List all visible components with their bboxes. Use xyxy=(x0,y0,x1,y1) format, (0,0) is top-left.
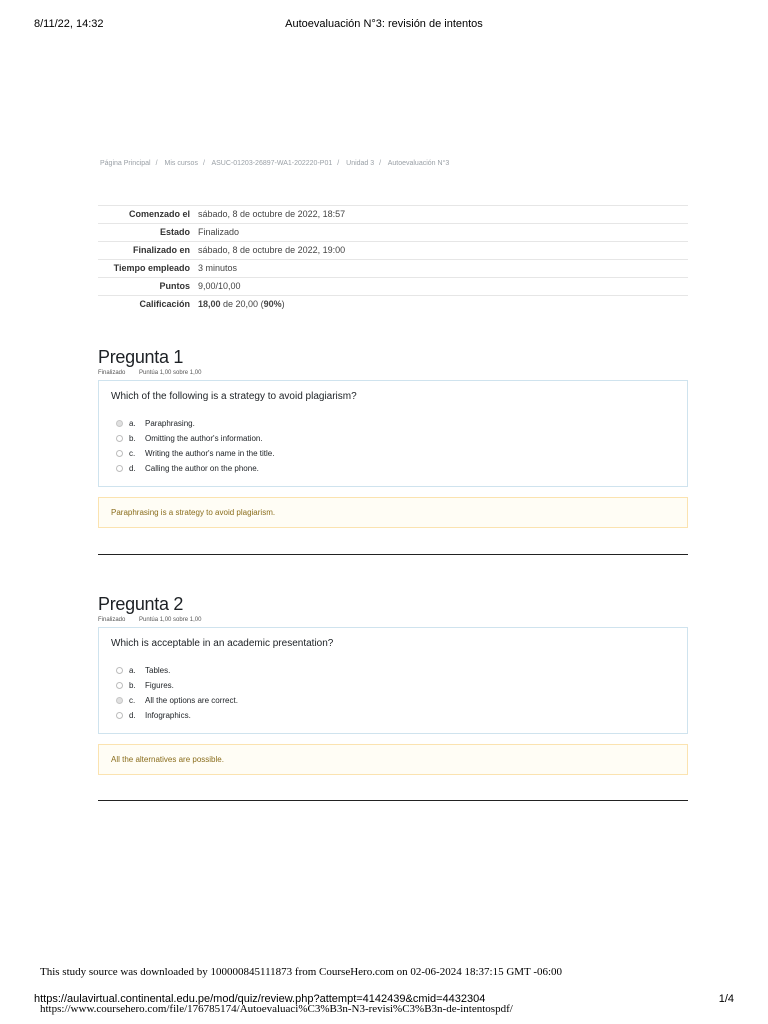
option-letter: c. xyxy=(129,449,136,458)
radio-selected-icon[interactable] xyxy=(116,420,123,427)
answer-option-a[interactable] xyxy=(111,416,675,431)
question-text: Which is acceptable in an academic presentation? xyxy=(111,638,334,649)
summary-row xyxy=(98,242,688,260)
radio-icon[interactable] xyxy=(116,682,123,689)
question-info xyxy=(98,370,688,376)
option-letter: a. xyxy=(129,666,136,675)
answer-option-d[interactable] xyxy=(111,708,675,723)
breadcrumb-quiz[interactable]: Autoevaluación N°3 xyxy=(387,160,450,167)
breadcrumb-my-courses[interactable]: Mis cursos xyxy=(164,160,198,167)
question-feedback: All the alternatives are possible. xyxy=(98,744,688,775)
radio-selected-icon[interactable] xyxy=(116,697,123,704)
grade-value: 18,00 xyxy=(198,299,221,309)
radio-icon[interactable] xyxy=(116,435,123,442)
answer-option-b[interactable] xyxy=(111,678,675,693)
question-status: Finalizado xyxy=(98,370,126,376)
summary-value: sábado, 8 de octubre de 2022, 19:00 xyxy=(194,242,688,260)
print-header xyxy=(34,18,734,32)
breadcrumb-separator: / xyxy=(337,160,340,167)
question-2 xyxy=(98,594,688,775)
option-letter: c. xyxy=(129,696,136,705)
option-letter: a. xyxy=(129,419,136,428)
summary-label: Puntos xyxy=(98,278,194,296)
print-date: 8/11/22, 14:32 xyxy=(34,18,104,30)
breadcrumb-separator: / xyxy=(202,160,205,167)
print-page-url: https://aulavirtual.continental.edu.pe/mod/quiz/review.php?attempt=4142439&cmid=4432304 xyxy=(34,993,486,1005)
attempt-summary-table xyxy=(98,205,688,313)
option-text: All the options are correct. xyxy=(145,696,238,705)
summary-row xyxy=(98,278,688,296)
option-text: Paraphrasing. xyxy=(145,419,195,428)
option-letter: b. xyxy=(129,681,136,690)
summary-label: Calificación xyxy=(98,296,194,314)
summary-value: sábado, 8 de octubre de 2022, 18:57 xyxy=(194,206,688,224)
answer-option-a[interactable] xyxy=(111,663,675,678)
breadcrumb xyxy=(100,160,449,167)
option-letter: d. xyxy=(129,464,136,473)
option-text: Tables. xyxy=(145,666,171,675)
summary-value: 9,00/10,00 xyxy=(194,278,688,296)
summary-value: 3 minutos xyxy=(194,260,688,278)
answer-option-c[interactable] xyxy=(111,446,675,461)
source-url: https://www.coursehero.com/file/176785174/Autoevaluaci%C3%B3n-N3-revisi%C3%B3n-de-intentospdf/ xyxy=(40,1003,513,1015)
grade-percent: 90% xyxy=(263,299,282,309)
summary-label: Tiempo empleado xyxy=(98,260,194,278)
breadcrumb-separator: / xyxy=(379,160,382,167)
question-feedback: Paraphrasing is a strategy to avoid plagiarism. xyxy=(98,497,688,528)
option-text: Writing the author's name in the title. xyxy=(145,449,275,458)
option-text: Infographics. xyxy=(145,711,191,720)
grade-close: ) xyxy=(281,299,285,309)
option-text: Figures. xyxy=(145,681,174,690)
question-text: Which of the following is a strategy to avoid plagiarism? xyxy=(111,391,357,402)
question-1 xyxy=(98,347,688,528)
answer-option-b[interactable] xyxy=(111,431,675,446)
question-title: Pregunta 1 xyxy=(98,347,184,367)
print-title: Autoevaluación N°3: revisión de intentos xyxy=(285,18,483,30)
question-score: Puntúa 1,00 sobre 1,00 xyxy=(139,370,202,376)
option-text: Calling the author on the phone. xyxy=(145,464,259,473)
breadcrumb-separator: / xyxy=(155,160,158,167)
summary-label: Finalizado en xyxy=(98,242,194,260)
question-title: Pregunta 2 xyxy=(98,594,184,614)
option-letter: b. xyxy=(129,434,136,443)
summary-row xyxy=(98,224,688,242)
answer-option-d[interactable] xyxy=(111,461,675,476)
breadcrumb-course[interactable]: ASUC-01203-26897-WA1-202220-P01 xyxy=(211,160,333,167)
radio-icon[interactable] xyxy=(116,465,123,472)
breadcrumb-unit[interactable]: Unidad 3 xyxy=(346,160,375,167)
breadcrumb-home[interactable]: Página Principal xyxy=(100,160,151,167)
radio-icon[interactable] xyxy=(116,712,123,719)
question-info xyxy=(98,617,688,623)
radio-icon[interactable] xyxy=(116,667,123,674)
summary-label: Comenzado el xyxy=(98,206,194,224)
question-status: Finalizado xyxy=(98,617,126,623)
question-content xyxy=(98,627,688,734)
option-text: Omitting the author's information. xyxy=(145,434,263,443)
summary-row xyxy=(98,296,688,314)
question-divider xyxy=(98,554,688,555)
question-content xyxy=(98,380,688,487)
summary-row xyxy=(98,260,688,278)
print-page-number: 1/4 xyxy=(718,993,734,1005)
answer-option-c[interactable] xyxy=(111,693,675,708)
summary-value xyxy=(194,296,688,314)
option-letter: d. xyxy=(129,711,136,720)
download-notice: This study source was downloaded by 100000845111873 from CourseHero.com on 02-06-2024 18:37:15 GMT -06:00 xyxy=(40,966,563,978)
grade-of: de 20,00 ( xyxy=(220,299,264,309)
summary-value: Finalizado xyxy=(194,224,688,242)
radio-icon[interactable] xyxy=(116,450,123,457)
summary-label: Estado xyxy=(98,224,194,242)
question-score: Puntúa 1,00 sobre 1,00 xyxy=(139,617,202,623)
summary-row xyxy=(98,206,688,224)
question-divider xyxy=(98,800,688,801)
